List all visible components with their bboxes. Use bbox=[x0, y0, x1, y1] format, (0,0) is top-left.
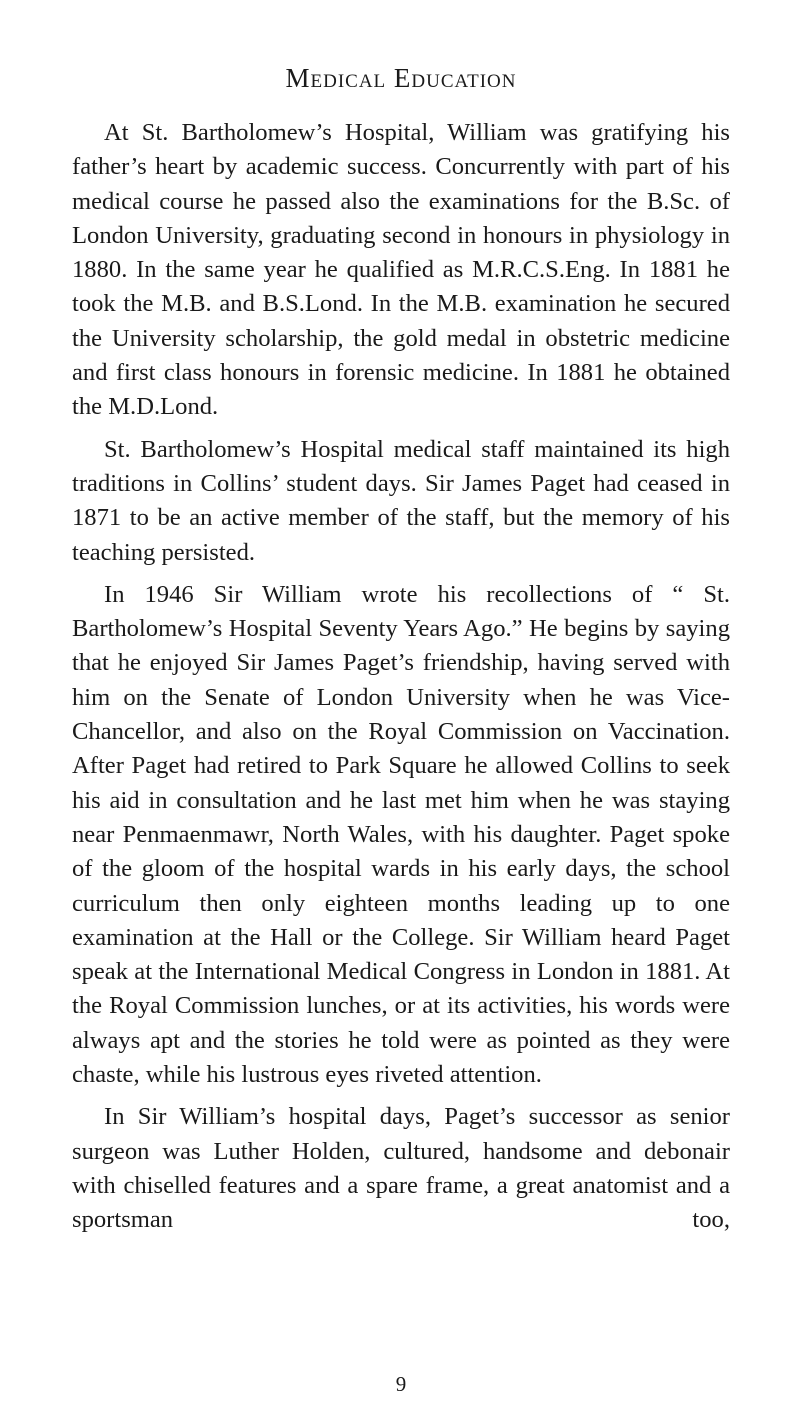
book-page bbox=[72, 0, 730, 1426]
running-head-title: Medical Education bbox=[285, 63, 517, 93]
paragraph: In 1946 Sir William wrote his recollections of “ St. Bartholomew’s Hospital Seventy Years Ago.” He begins by saying that he enjoyed Sir James Paget’s friendship, having served with him on the Senate of London University when he was Vice-Chancellor, and also on the Royal Commission on Vaccination. After Paget had retired to Park Square he allowed Collins to seek his aid in consultation and he last met him when he was staying near Penmaenmawr, North Wales, with his daughter. Paget spoke of the gloom of the hospital wards in his early days, the school curriculum then only eighteen months leading up to one examination at the Hall or the College. Sir William heard Paget speak at the International Medical Congress in London in 1881. At the Royal Commission lunches, or at its activities, his words were always apt and the stories he told were as pointed as they were chaste, while his lustrous eyes riveted attention. bbox=[72, 580, 730, 1089]
page-number: 9 bbox=[395, 1372, 407, 1396]
paragraph: In Sir William’s hospital days, Paget’s successor as senior surgeon was Luther Holden, cultured, handsome and debonair with chiselled features and a spare frame, a great anatomist and a sportsman too, bbox=[72, 1103, 730, 1234]
paragraph: St. Bartholomew’s Hospital medical staff maintained its high traditions in Collins’ student days. Sir James Paget had ceased in 1871 to be an active member of the staff, but the memory of his teaching persisted. bbox=[72, 435, 730, 566]
body-text bbox=[72, 116, 730, 1246]
paragraph: At St. Bartholomew’s Hospital, William was gratifying his father’s heart by academic success. Concurrently with part of his medical course he passed also the examinations for the B.Sc. of London University, graduating second in honours in physiology in 1880. In the same year he qualified as M.R.C.S.Eng. In 1881 he took the M.B. and B.S.Lond. In the M.B. examination he secured the University scholarship, the gold medal in obstetric medicine and first class honours in forensic medicine. In 1881 he obtained the M.D.Lond. bbox=[72, 119, 730, 421]
